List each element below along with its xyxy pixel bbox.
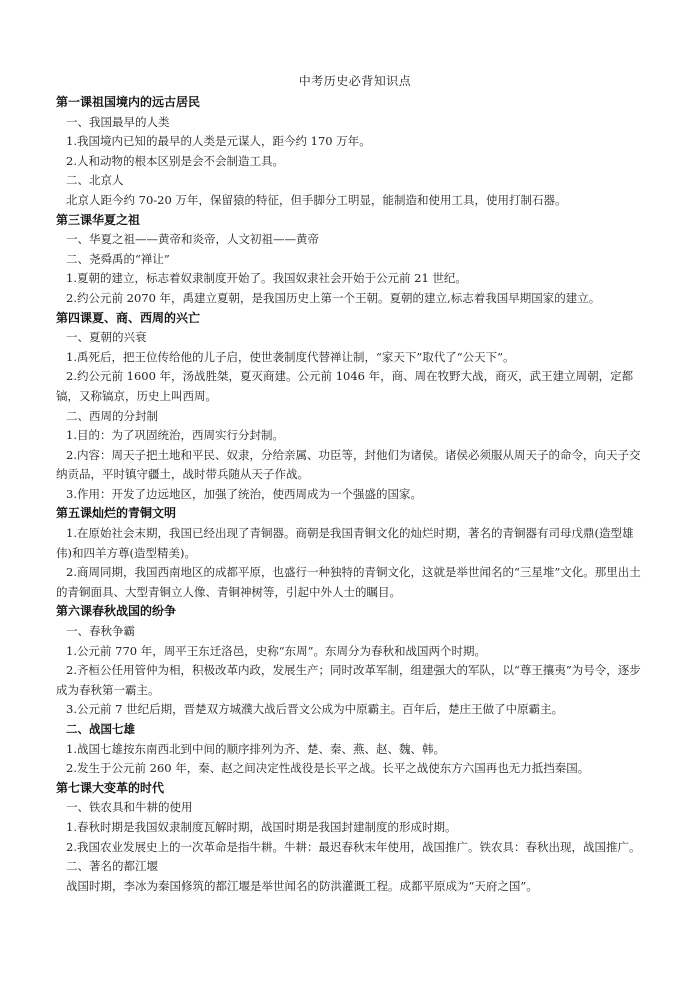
list-item: 1.夏朝的建立，标志着奴隶制度开始了。我国奴隶社会开始于公元前 21 世纪。 [66,271,467,286]
list-item [56,446,644,485]
section-heading: 二、著名的都江堰 [66,859,158,874]
list-item: 3.作用：开发了边远地区，加强了统治，使西周成为一个强盛的国家。 [66,486,422,501]
list-item: 1.目的：为了巩固统治，西周实行分封制。 [66,428,284,443]
list-item [56,524,644,563]
list-item: 1.春秋时期是我国奴隶制度瓦解时期，战国时期是我国封建制度的形成时期。 [66,819,457,834]
list-item: 2.发生于公元前 260 年，秦、赵之间决定性战役是长平之战。长平之战使东方六国再也无力抵挡秦国。 [66,761,590,776]
list-item: 1.我国境内已知的最早的人类是元谋人，距今约 170 万年。 [66,134,371,149]
section-heading: 二、尧舜禹的“禅让” [66,251,170,266]
document-body [56,93,644,896]
section-heading: 二、西周的分封制 [66,408,158,423]
lesson-heading: 第四课夏、商、西周的兴亡 [56,310,201,325]
list-item: 2.人和动物的根本区别是会不会制造工具。 [66,153,284,168]
section-heading: 一、铁农具和牛耕的使用 [66,800,193,815]
paragraph [56,191,644,211]
line-text: 2.内容：周天子把土地和平民、奴隶，分给亲属、功臣等，封他们为诸侯。诸侯必须服从周天子的命令，向天子交纳贡品，平时镇守疆土，战时带兵随从天子作战。 [56,447,641,482]
section-heading: 一、我国最早的人类 [66,114,170,129]
lesson-heading: 第七课大变革的时代 [56,780,165,795]
list-item: 1.公元前 770 年，周平王东迁洛邑，史称“东周”。东周分为春秋和战国两个时期。 [66,643,486,658]
list-item: 战国时期，李冰为秦国修筑的都江堰是举世闻名的防洪灌溉工程。成都平原成为“天府之国”。 [66,878,538,893]
line-text: 2.我国农业发展史上的一次革命是指牛耕。牛耕：最迟春秋末年使用，战国推广。铁农具：春秋出现，战国推广。 [66,839,641,854]
section-heading: 一、夏朝的兴衰 [66,330,147,345]
list-item: 2.约公元前 2070 年，禹建立夏朝，是我国历史上第一个王朝。夏朝的建立,标志着我国早期国家的建立。 [66,290,601,305]
list-item [56,838,644,858]
section-heading: 二、战国七雄 [66,722,135,736]
line-text: 2.商周同期，我国西南地区的成都平原，也盛行一种独特的青铜文化，这就是举世闻名的“三星堆”文化。那里出土的青铜面具、大型青铜立人像、青铜神树等，引起中外人士的瞩目。 [56,565,641,599]
list-item [56,563,644,602]
list-item: 1.战国七雄按东南西北到中间的顺序排列为齐、楚、秦、燕、赵、魏、韩。 [66,741,445,756]
lesson-heading: 第三课华夏之祖 [56,212,141,227]
line-text: 2.齐桓公任用管仲为相，积极改革内政，发展生产；同时改革军制，组建强大的军队，以“尊王攘夷”为号令，逐步成为春秋第一霸主。 [56,663,641,697]
list-item [56,661,644,700]
section-heading: 二、北京人 [66,173,124,188]
line-text: 2.约公元前 1600 年，汤战胜桀，夏灭商建。公元前 1046 年，商、周在牧野大战，商灭，武王建立周朝，定都镐，又称镐京，历史上叫西周。 [56,369,634,403]
list-item [56,367,644,406]
lesson-heading: 第一课祖国境内的远古居民 [56,95,201,109]
lesson-heading: 第六课春秋战国的纷争 [56,604,177,619]
line-text: 北京人距今约 70-20 万年，保留猿的特征，但手脚分工明显，能制造和使用工具，使用打制石器。 [66,192,567,207]
list-item: 3.公元前 7 世纪后期，晋楚双方城濮大战后晋文公成为中原霸主。百年后，楚庄王做了中原霸主。 [66,702,564,717]
document-title: 中考历史必背知识点 [298,74,412,88]
section-heading: 一、春秋争霸 [66,624,135,639]
line-text: 1.在原始社会末期，我国已经出现了青铜器。商朝是我国青铜文化的灿烂时期，著名的青铜器有司母戊鼎(造型雄伟)和四羊方尊(造型精美)。 [56,526,634,560]
lesson-heading: 第五课灿烂的青铜文明 [56,506,177,521]
section-heading: 一、华夏之祖——黄帝和炎帝，人文初祖——黄帝 [66,232,319,247]
list-item: 1.禹死后，把王位传给他的儿子启，使世袭制度代替禅让制，“家天下”取代了“公天下”。 [66,349,515,364]
